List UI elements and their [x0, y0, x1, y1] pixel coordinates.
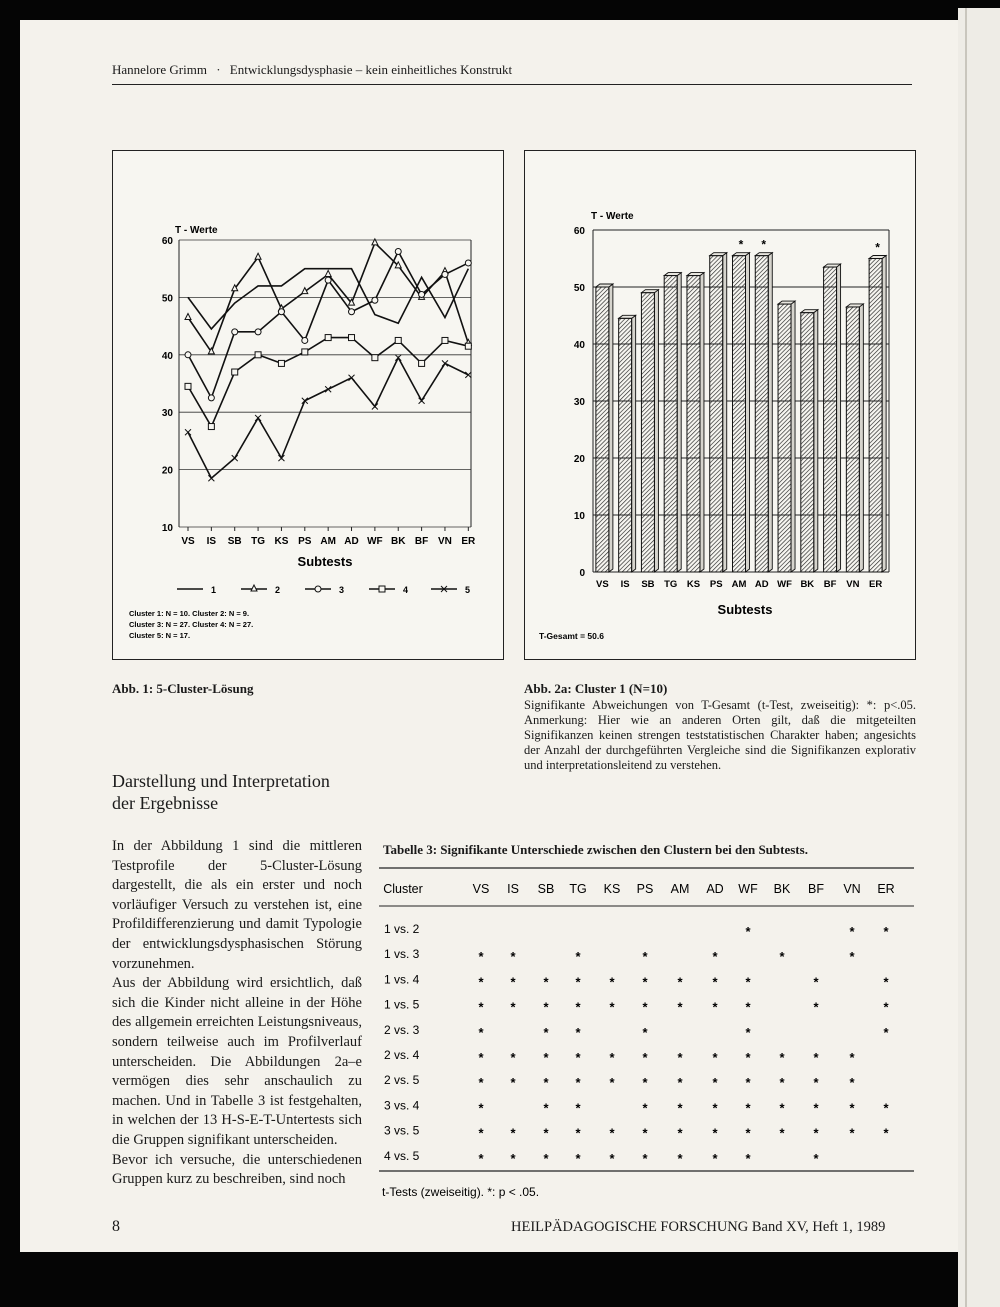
section-heading-line2: der Ergebnisse — [112, 793, 219, 813]
table-cell-TG: * — [575, 999, 581, 1015]
series-5-point-SB — [232, 455, 238, 461]
legend-marker-2 — [251, 585, 257, 591]
header-title: Entwicklungsdysphasie – kein einheitliches Konstrukt — [229, 62, 513, 77]
series-4-point-ER — [465, 343, 471, 349]
table-cell-ER: * — [883, 1125, 889, 1141]
table-cell-SB: * — [543, 1075, 549, 1091]
legend-label-3: 3 — [339, 585, 345, 595]
table-cell-IS: * — [510, 1125, 516, 1141]
table-cell-AD: * — [712, 974, 718, 990]
series-2-point-TG — [255, 253, 261, 259]
y-axis-title: T - Werte — [591, 211, 634, 222]
series-4-point-PS — [302, 349, 308, 355]
header-separator: · — [216, 62, 221, 77]
table-cell-PS: * — [642, 1050, 648, 1065]
series-3-point-TG — [255, 329, 261, 335]
page-number: 8 — [112, 1218, 120, 1235]
y-tick-0: 0 — [579, 568, 585, 579]
series-5-point-BF — [419, 398, 425, 404]
table-cell-BF: * — [813, 1150, 819, 1166]
series-4-point-WF — [372, 355, 378, 361]
table-row-label: 1 vs. 2 — [384, 922, 420, 936]
y-tick-60: 60 — [161, 236, 173, 247]
bar-front-TG — [664, 276, 677, 572]
table-row — [384, 1098, 889, 1115]
journal-footer: HEILPÄDAGOGISCHE FORSCHUNG Band XV, Heft 1, 1989 — [511, 1219, 886, 1235]
y-tick-50: 50 — [573, 283, 585, 294]
series-4-point-AM — [325, 335, 331, 341]
bar-side-TG — [677, 273, 681, 572]
table-cell-PS: * — [642, 1024, 648, 1040]
table-cell-VS: * — [478, 1125, 484, 1141]
table-cell-VS: * — [478, 1075, 484, 1091]
bar-VN — [846, 304, 863, 572]
x-tick-WF: WF — [777, 579, 792, 590]
table-cell-IS: * — [510, 949, 516, 965]
table-header-AM: AM — [670, 882, 690, 896]
table-cell-SB: * — [543, 1100, 549, 1116]
table-cell-BK: * — [779, 1050, 785, 1065]
table-row — [384, 1124, 889, 1141]
table-cell-PS: * — [642, 949, 648, 965]
table-cell-VS: * — [478, 1150, 484, 1166]
x-tick-BK: BK — [800, 579, 815, 590]
table-cell-WF: * — [745, 1150, 751, 1166]
bar-front-PS — [710, 256, 723, 572]
table-header-WF: WF — [738, 882, 758, 896]
table-note: t-Tests (zweiseitig). *: p < .05. — [382, 1185, 540, 1199]
y-tick-30: 30 — [161, 408, 173, 420]
bar-side-BK — [814, 310, 818, 572]
figure-1-box — [112, 150, 504, 660]
bar-front-VN — [846, 307, 859, 572]
table-header-PS: PS — [636, 882, 654, 896]
bar-WF — [778, 301, 795, 572]
legend-marker-3 — [315, 586, 321, 592]
table-row-label: 1 vs. 3 — [384, 947, 420, 962]
table-cell-BK: * — [779, 1100, 785, 1116]
table-row — [384, 1073, 855, 1090]
table-cell-BK: * — [779, 949, 785, 965]
table-cell-AM: * — [677, 1075, 683, 1091]
series-4-point-IS — [208, 424, 214, 430]
header-rule — [112, 84, 912, 85]
bar-side-SB — [654, 290, 658, 572]
y-tick-30: 30 — [573, 397, 585, 408]
table-row-label: 3 vs. 5 — [384, 1123, 420, 1138]
series-4-point-AD — [349, 335, 355, 341]
series-3-point-VS — [185, 352, 191, 358]
bar-BK — [801, 310, 818, 572]
series-2-point-AM — [325, 270, 331, 276]
series-3-point-SB — [232, 329, 238, 335]
table-cell-IS: * — [510, 1075, 516, 1091]
table-cell-TG: * — [575, 949, 581, 965]
series-4-point-KS — [278, 360, 284, 366]
x-tick-VN: VN — [438, 536, 452, 547]
bar-side-AD — [768, 253, 772, 572]
table-3 — [376, 862, 918, 1202]
table-cell-SB: * — [543, 1024, 549, 1040]
series-5-point-TG — [255, 415, 261, 421]
bar-front-SB — [641, 293, 654, 572]
y-tick-20: 20 — [161, 465, 173, 477]
table-cell-BK: * — [779, 1125, 785, 1141]
series-5-point-WF — [372, 403, 378, 409]
table-cell-SB: * — [543, 1050, 549, 1065]
series-4-point-SB — [232, 369, 238, 375]
table-row-label: 1 vs. 4 — [384, 972, 420, 987]
bar-side-WF — [791, 301, 795, 572]
legend-label-1: 1 — [211, 585, 217, 595]
table-header-VS: VS — [472, 882, 490, 896]
table-cell-AM: * — [677, 1100, 683, 1116]
table-cell-VN: * — [849, 924, 855, 939]
series-3-point-AM — [325, 277, 331, 283]
x-tick-IS: IS — [206, 536, 217, 547]
table-cell-KS: * — [609, 1150, 615, 1166]
table-cell-TG: * — [575, 1075, 581, 1091]
body-text-column — [112, 837, 362, 1190]
x-tick-SB: SB — [641, 579, 655, 590]
bar-SB — [641, 290, 658, 572]
bar-PS — [710, 253, 727, 572]
series-5-point-ER — [465, 372, 471, 378]
table-header-ER: ER — [877, 882, 895, 896]
table-row-label: 4 vs. 5 — [384, 1148, 420, 1163]
bar-side-PS — [723, 253, 727, 572]
bar-front-VS — [596, 287, 609, 572]
table-cell-BF: * — [813, 999, 819, 1015]
bar-VS — [596, 284, 613, 572]
bar-BF — [824, 264, 841, 572]
bar-IS — [619, 315, 636, 572]
table-cell-VS: * — [478, 1050, 484, 1065]
bar-side-KS — [700, 273, 704, 572]
y-tick-40: 40 — [161, 350, 173, 362]
figure-1-line-chart — [113, 151, 503, 659]
x-axis-title: Subtests — [717, 602, 773, 617]
series-4-point-BK — [395, 337, 401, 343]
table-cell-WF: * — [745, 974, 751, 990]
cluster-info-line-3: Cluster 5: N = 17. — [129, 631, 191, 640]
body-paragraph-3: Bevor ich versuche, die unterschiedenen Gruppen kurz zu beschreiben, sind noch — [112, 1151, 362, 1188]
body-paragraph-2: Aus der Abbildung wird ersichtlich, daß sich die Kinder nicht alleine in der Höhe des allgemein erreichten Leistungsniveaus, sondern teilweise auch im Profilverlauf unterscheiden. Die Abbildungen 2a–e vermögen dies sehr anschaulich zu machen. Und in Tabelle 3 ist festgehalten, in welchen der 13 H-S-E-T-Untertests sich die Gruppen signifikant unterscheiden. — [112, 975, 362, 1148]
series-3-point-BF — [419, 292, 425, 298]
table-cell-KS: * — [609, 1050, 615, 1065]
table-cell-TG: * — [575, 1125, 581, 1141]
table-cell-BF: * — [813, 974, 819, 990]
table-cell-AD: * — [712, 1075, 718, 1091]
series-3-point-IS — [208, 395, 214, 401]
legend-label-2: 2 — [275, 585, 281, 595]
table-header-Cluster: Cluster — [383, 882, 423, 896]
table-cell-VN: * — [849, 1100, 855, 1116]
bar-front-BF — [824, 267, 837, 572]
legend-label-5: 5 — [465, 585, 471, 595]
series-5-point-IS — [208, 475, 214, 481]
y-tick-50: 50 — [161, 293, 173, 305]
table-row — [384, 972, 889, 989]
table-cell-VN: * — [849, 1125, 855, 1141]
figure-2a-caption — [524, 681, 916, 773]
y-tick-10: 10 — [161, 523, 173, 534]
cluster-info-line-2: Cluster 3: N = 27. Cluster 4: N = 27. — [129, 620, 254, 629]
x-tick-VS: VS — [596, 579, 609, 590]
bar-side-BF — [837, 264, 841, 572]
series-3-point-PS — [302, 337, 308, 343]
section-heading-line1: Darstellung und Interpretation — [112, 771, 330, 791]
figure-2a-bar-chart — [525, 151, 915, 659]
table-header-BF: BF — [808, 882, 824, 896]
x-tick-TG: TG — [251, 536, 266, 547]
table-cell-AM: * — [677, 1150, 683, 1166]
series-4-line — [188, 338, 468, 427]
table-cell-ER: * — [883, 1100, 889, 1116]
table-row-label: 1 vs. 5 — [384, 997, 420, 1012]
series-5-point-VS — [185, 429, 191, 435]
series-3-point-BK — [395, 248, 401, 254]
table-cell-AD: * — [712, 1150, 718, 1166]
table-cell-IS: * — [510, 1150, 516, 1166]
series-5-line — [188, 358, 468, 479]
series-5-point-VN — [442, 360, 448, 366]
figure-2a-caption-text: Signifikante Abweichungen von T-Gesamt (t-Test, zweiseitig): *: p<.05. Anmerkung: Hier wie an anderen Orten gilt, daß die mitgeteilten Signifikanzen keinen strengen teststatistischen Charakter haben; angesichts der Anzahl der durchgeführten Vergleiche sind die Signifikanzen explorativ und interpretationsleitend zu verstehen. — [524, 698, 916, 772]
table-cell-BF: * — [813, 1075, 819, 1091]
table-cell-TG: * — [575, 1150, 581, 1166]
bar-AM — [733, 253, 750, 572]
x-tick-IS: IS — [620, 579, 630, 590]
figure-2a-caption-title: Abb. 2a: Cluster 1 (N=10) — [524, 681, 668, 696]
table-cell-KS: * — [609, 1075, 615, 1091]
table-cell-AM: * — [677, 974, 683, 990]
bar-KS — [687, 273, 704, 572]
header-author: Hannelore Grimm — [112, 62, 207, 77]
bar-side-VN — [859, 304, 863, 572]
table-cell-VN: * — [849, 949, 855, 965]
table-cell-WF: * — [745, 1024, 751, 1040]
table-cell-BF: * — [813, 1100, 819, 1116]
page-fold-line — [965, 8, 967, 1307]
cluster-info-line-1: Cluster 1: N = 10. Cluster 2: N = 9. — [129, 609, 250, 618]
t-gesamt-annotation: T-Gesamt = 50.6 — [539, 631, 604, 641]
x-tick-BF: BF — [414, 536, 429, 547]
table-cell-KS: * — [609, 999, 615, 1015]
table-row — [384, 1023, 889, 1040]
table-3-title: Tabelle 3: Signifikante Unterschiede zwischen den Clustern bei den Subtests. — [383, 842, 808, 857]
table-cell-PS: * — [642, 1125, 648, 1141]
significance-marker-ER: * — [875, 240, 880, 255]
table-cell-ER: * — [883, 924, 889, 939]
table-cell-AD: * — [712, 949, 718, 965]
series-5 — [185, 355, 471, 482]
bar-ER — [869, 256, 886, 573]
table-cell-VN: * — [849, 1075, 855, 1091]
bar-front-ER — [869, 259, 882, 573]
table-cell-ER: * — [883, 1024, 889, 1040]
table-cell-SB: * — [543, 1125, 549, 1141]
table-header-TG: TG — [569, 882, 587, 896]
table-cell-VS: * — [478, 974, 484, 990]
series-3-point-WF — [372, 297, 378, 303]
table-row-label: 2 vs. 4 — [384, 1048, 420, 1062]
legend-marker-4 — [379, 586, 385, 592]
table-header-AD: AD — [706, 882, 724, 896]
table-cell-AD: * — [712, 1050, 718, 1065]
series-4-point-VN — [442, 337, 448, 343]
table-row-label: 3 vs. 4 — [384, 1098, 420, 1113]
body-paragraph-1: In der Abbildung 1 sind die mittleren Testprofile der 5-Cluster-Lösung dargestellt, die als ein erster und noch vorläufiger Versuch zu verstehen ist, eine Profildifferenzierung und damit Typologie der entwicklungsdysphasischen Störung vorzunehmen. — [112, 838, 362, 972]
table-cell-ER: * — [883, 974, 889, 990]
series-3-point-VN — [442, 271, 448, 277]
bar-front-KS — [687, 276, 700, 572]
bar-side-ER — [882, 256, 886, 573]
table-row-label: 2 vs. 3 — [384, 1022, 420, 1037]
table-cell-VS: * — [478, 1100, 484, 1116]
table-cell-TG: * — [575, 1024, 581, 1040]
table-cell-AD: * — [712, 1125, 718, 1141]
series-3-point-ER — [465, 260, 471, 266]
series-5-point-AM — [325, 386, 331, 392]
table-cell-SB: * — [543, 974, 549, 990]
series-4-point-TG — [255, 352, 261, 358]
table-cell-WF: * — [745, 924, 751, 939]
table-cell-WF: * — [745, 1125, 751, 1141]
y-tick-10: 10 — [573, 511, 585, 522]
figure-2a-box — [524, 150, 916, 660]
table-cell-AD: * — [712, 1100, 718, 1116]
table-cell-IS: * — [510, 1050, 516, 1065]
bar-AD — [755, 253, 772, 572]
table-cell-IS: * — [510, 974, 516, 990]
significance-marker-AD: * — [761, 237, 767, 252]
series-5-point-AD — [349, 375, 355, 381]
bar-front-IS — [619, 318, 632, 572]
series-3-point-KS — [278, 309, 284, 315]
table-cell-VS: * — [478, 949, 484, 965]
bar-front-WF — [778, 304, 791, 572]
x-tick-AD: AD — [344, 536, 359, 547]
x-tick-WF: WF — [367, 536, 383, 547]
legend-label-4: 4 — [403, 585, 409, 595]
x-tick-KS: KS — [686, 579, 701, 590]
x-tick-KS: KS — [274, 536, 289, 547]
y-tick-60: 60 — [573, 226, 585, 237]
series-3-point-AD — [349, 309, 355, 315]
table-row-label: 2 vs. 5 — [384, 1073, 420, 1088]
bar-front-BK — [801, 313, 814, 572]
x-tick-PS: PS — [709, 579, 723, 590]
bar-front-AD — [755, 256, 768, 572]
x-tick-TG: TG — [664, 579, 678, 590]
running-header — [112, 62, 512, 78]
table-cell-PS: * — [642, 1100, 648, 1116]
x-tick-SB: SB — [227, 536, 242, 547]
y-tick-40: 40 — [573, 340, 585, 351]
significance-marker-AM: * — [738, 237, 744, 252]
x-axis-title: Subtests — [297, 554, 353, 569]
table-cell-IS: * — [510, 999, 516, 1015]
table-cell-BK: * — [779, 1075, 785, 1091]
bar-side-AM — [746, 253, 750, 572]
table-cell-WF: * — [745, 1075, 751, 1091]
x-tick-PS: PS — [298, 536, 312, 547]
table-cell-PS: * — [642, 1075, 648, 1091]
table-row — [384, 947, 855, 964]
table-header-SB: SB — [537, 882, 555, 896]
table-cell-VS: * — [478, 1024, 484, 1040]
table-cell-PS: * — [642, 999, 648, 1015]
series-4-point-VS — [185, 383, 191, 389]
table-cell-BF: * — [813, 1050, 819, 1065]
table-cell-VS: * — [478, 999, 484, 1015]
bar-front-AM — [733, 256, 746, 572]
table-header-BK: BK — [773, 882, 791, 896]
table-cell-KS: * — [609, 974, 615, 990]
x-tick-AD: AD — [754, 579, 769, 590]
figure-1-caption: Abb. 1: 5-Cluster-Lösung — [112, 681, 254, 696]
table-cell-PS: * — [642, 1150, 648, 1166]
x-tick-ER: ER — [461, 536, 476, 547]
table-cell-SB: * — [543, 1150, 549, 1166]
x-tick-ER: ER — [869, 579, 883, 590]
y-axis-title: T - Werte — [175, 225, 218, 236]
table-row — [384, 1149, 819, 1166]
table-cell-AD: * — [712, 999, 718, 1015]
x-tick-BF: BF — [823, 579, 837, 590]
table-cell-AM: * — [677, 1125, 683, 1141]
table-cell-TG: * — [575, 1100, 581, 1116]
x-tick-AM: AM — [320, 536, 336, 547]
series-4-point-BF — [419, 360, 425, 366]
table-cell-TG: * — [575, 974, 581, 990]
x-tick-VS: VS — [181, 536, 195, 547]
x-tick-VN: VN — [846, 579, 860, 590]
section-heading — [112, 770, 412, 814]
table-row — [384, 1048, 855, 1065]
table-cell-WF: * — [745, 1050, 751, 1065]
bar-side-IS — [632, 315, 636, 572]
bar-side-VS — [609, 284, 613, 572]
table-row — [384, 998, 889, 1015]
table-cell-AM: * — [677, 1050, 683, 1065]
series-5-point-BK — [395, 355, 401, 361]
x-tick-AM: AM — [731, 579, 747, 590]
series-2-point-VS — [185, 313, 191, 319]
bar-TG — [664, 273, 681, 572]
table-cell-SB: * — [543, 999, 549, 1015]
table-header-VN: VN — [843, 882, 861, 896]
table-header-IS: IS — [507, 882, 519, 896]
table-header-KS: KS — [603, 882, 621, 896]
table-cell-TG: * — [575, 1050, 581, 1065]
table-cell-KS: * — [609, 1125, 615, 1141]
table-cell-WF: * — [745, 999, 751, 1015]
table-cell-BF: * — [813, 1125, 819, 1141]
table-cell-VN: * — [849, 1050, 855, 1065]
table-cell-PS: * — [642, 974, 648, 990]
table-cell-WF: * — [745, 1100, 751, 1116]
y-tick-20: 20 — [573, 454, 585, 465]
table-row — [384, 922, 889, 939]
table-cell-AM: * — [677, 999, 683, 1015]
x-tick-BK: BK — [391, 536, 406, 547]
table-cell-ER: * — [883, 999, 889, 1015]
